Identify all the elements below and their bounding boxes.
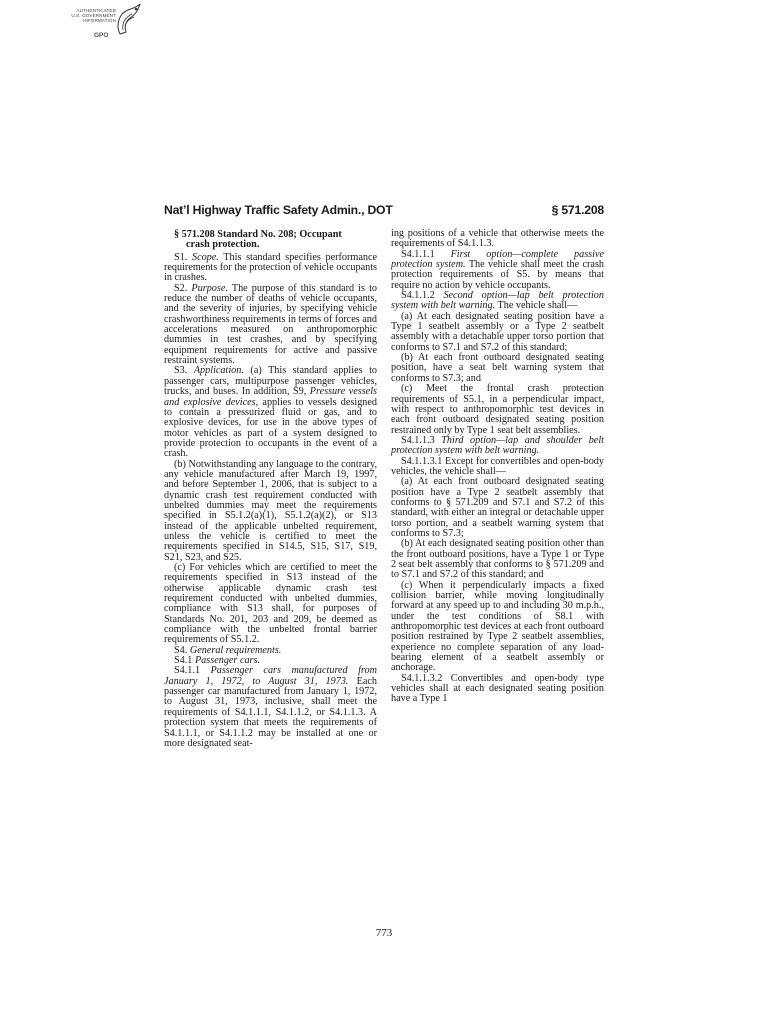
paragraph	[164, 460, 377, 563]
paragraph-text: The vehicle shall meet the crash protection requirements of S5. by means that require no action by vehicle occupants.	[391, 259, 605, 291]
section-title-line: crash protection.	[186, 239, 260, 251]
paragraph-text: S3.	[174, 365, 194, 377]
italic-heading: Purpose.	[191, 282, 228, 294]
italic-heading: First option—complete passive protection system.	[391, 248, 604, 271]
paragraph	[164, 284, 377, 367]
italic-heading: Passenger cars manufactured from January 1, 1972, to August 31, 1973.	[164, 665, 377, 687]
italic-heading: Scope.	[191, 251, 219, 263]
paragraph-text: The purpose of this standard is to reduce the number of deaths of vehicle occupants, and the severity of injuries, by specifying vehicle crashworthiness requirements in terms of forces and accelerations measured on anthropomorphic dummies in test crashes, and by specifying equipment requirements for active and passive restraint systems.	[164, 282, 377, 367]
paragraph-text: (b) At each designated seating position other than the front outboard positions, have a Type 1 or Type 2 seat belt assembly that conforms to § 571.209 and to S7.1 and S7.2 of this standard; and	[391, 538, 604, 581]
paragraph	[164, 253, 377, 284]
logo-text: AUTHENTICATED U.S. GOVERNMENT INFORMATION	[71, 8, 116, 23]
left-text-column	[164, 230, 377, 749]
paragraph	[164, 666, 377, 749]
paragraph-text: S1.	[174, 251, 192, 263]
header-section: § 571.208	[551, 203, 604, 217]
italic-heading: Third option—lap and shoulder belt protection system with belt warning.	[391, 434, 604, 457]
paragraph	[164, 563, 377, 646]
paragraph	[391, 674, 604, 705]
paragraph-text: (a) At each designated seating position have a Type 1 seatbelt assembly or a Type 2 seatbelt assembly with a detachable upper torso portion that conforms to S7.1 and S7.2 of this standard;	[391, 310, 604, 353]
page-number: 773	[375, 927, 393, 939]
paragraph-text: applies to vessels designed to contain a pressurized fluid or gas, and to explosive devices, for use in the above types of motor vehicles as part of a system designed to provide protection to occupants in the event of a crash.	[164, 396, 377, 460]
paragraph	[164, 366, 377, 459]
italic-heading: General requirements.	[189, 644, 282, 656]
paragraph-text: S4.1.1.2	[401, 290, 444, 302]
header-agency: Nat’l Highway Traffic Safety Admin., DOT	[164, 203, 393, 217]
paragraph	[391, 312, 604, 353]
paragraph-text: (c) When it perpendicularly impacts a fixed collision barrier, while moving longitudinally forward at any speed up to and including 30 m.p.h., under the test conditions of S8.1 with anthropomorphic test devices at each front outboard position restrained by Type 2 seatbelt assemblies, experience no complete separation of any load-bearing element of a seatbelt assembly or anchorage.	[391, 579, 604, 674]
paragraph	[391, 353, 604, 384]
paragraph	[391, 291, 604, 312]
paragraph	[391, 581, 604, 674]
paragraph-text: Each passenger car manufactured from January 1, 1972, to August 31, 1973, inclusive, shall meet the requirements of S4.1.1.1, S4.1.1.2, or S4.1.1.3. A protection system that meets the requirements of S4.1.1.1, or S4.1.1.2 may be installed at one or more designated seat-	[164, 675, 377, 749]
paragraph-text: S4.1.1.3.1 Except for convertibles and open-body vehicles, the vehicle shall—	[391, 455, 604, 477]
paragraph	[391, 477, 604, 539]
paragraph-text: S4.1.1.3	[401, 434, 442, 446]
paragraph	[391, 250, 604, 291]
italic-heading: Passenger cars.	[194, 655, 261, 667]
paragraph	[391, 229, 604, 250]
paragraph-text: S4.1.1.1	[401, 248, 451, 260]
paragraph-text: This standard specifies performance requirements for the protection of vehicle occupants in crashes.	[164, 251, 377, 284]
gpo-authentication-logo	[56, 4, 142, 44]
paragraph-text: S4.	[174, 644, 190, 656]
italic-heading: Pressure vessels and explosive devices,	[164, 386, 377, 408]
italic-heading: Application.	[193, 365, 244, 377]
section-title-line: § 571.208 Standard No. 208; Occupant	[174, 229, 342, 240]
paragraph-text: (c) Meet the frontal crash protection requirements of S5.1, in a perpendicular impact, with respect to anthropomorphic test devices in each front outboard designated seating position restrained only by Type 1 seat belt assemblies.	[391, 383, 604, 436]
paragraph-text: S4.1	[174, 655, 195, 667]
paragraph	[391, 436, 604, 457]
gpo-mark: GPO	[94, 32, 109, 39]
section-title	[164, 230, 377, 251]
paragraph-text: (b) At each front outboard designated seating position, have a seat belt warning system that conforms to S7.3; and	[391, 352, 604, 384]
paragraph-text: The vehicle shall—	[495, 300, 578, 312]
paragraph-text: S2.	[174, 282, 192, 294]
paragraph-text: (a) This standard applies to passenger cars, multipurpose passenger vehicles, trucks, and buses. In addition, S9,	[164, 365, 378, 398]
paragraph-text: S4.1.1	[174, 665, 211, 677]
paragraph	[391, 457, 604, 478]
paragraph-text: (c) For vehicles which are certified to meet the requirements specified in S13 instead of the otherwise applicable dynamic crash test requirement conducted with unbelted dummies, compliance with S13 shall, for purposes of Standards No. 201, 203 and 209, be deemed as compliance with the unbelted frontal barrier requirements of S5.1.2.	[164, 562, 377, 646]
paragraph-text: S4.1.1.3.2 Convertibles and open-body type vehicles shall at each designated seating position have a Type 1	[391, 672, 604, 705]
paragraph-text: ing positions of a vehicle that otherwise meets the requirements of S4.1.1.3.	[391, 228, 604, 250]
paragraph	[391, 539, 604, 580]
italic-heading: Second option—lap belt protection system with belt warning.	[391, 290, 604, 312]
eagle-icon	[114, 4, 142, 38]
paragraph-text: (a) At each front outboard designated seating position have a Type 2 seatbelt assembly that conforms to § 571.209 and S7.1 and S7.2 of this standard, with either an integral or detachable upper torso portion, and a seatbelt warning system that conforms to S7.3;	[391, 476, 604, 539]
running-header	[164, 203, 604, 221]
paragraph	[391, 384, 604, 436]
paragraph-text: (b) Notwithstanding any language to the contrary, any vehicle manufactured after March 19, 1997, and before September 1, 2006, that is subject to a dynamic crash test requirement conducted with unbelted dummies may meet the requirements specified in S5.1.2(a)(1), S5.1.2(a)(2), or S13 instead of the applicable unbelted requirement, unless the vehicle is certified to meet the requirements specified in S14.5, S15, S17, S19, S21, S23, and S25.	[164, 458, 377, 563]
right-text-column	[391, 229, 604, 705]
